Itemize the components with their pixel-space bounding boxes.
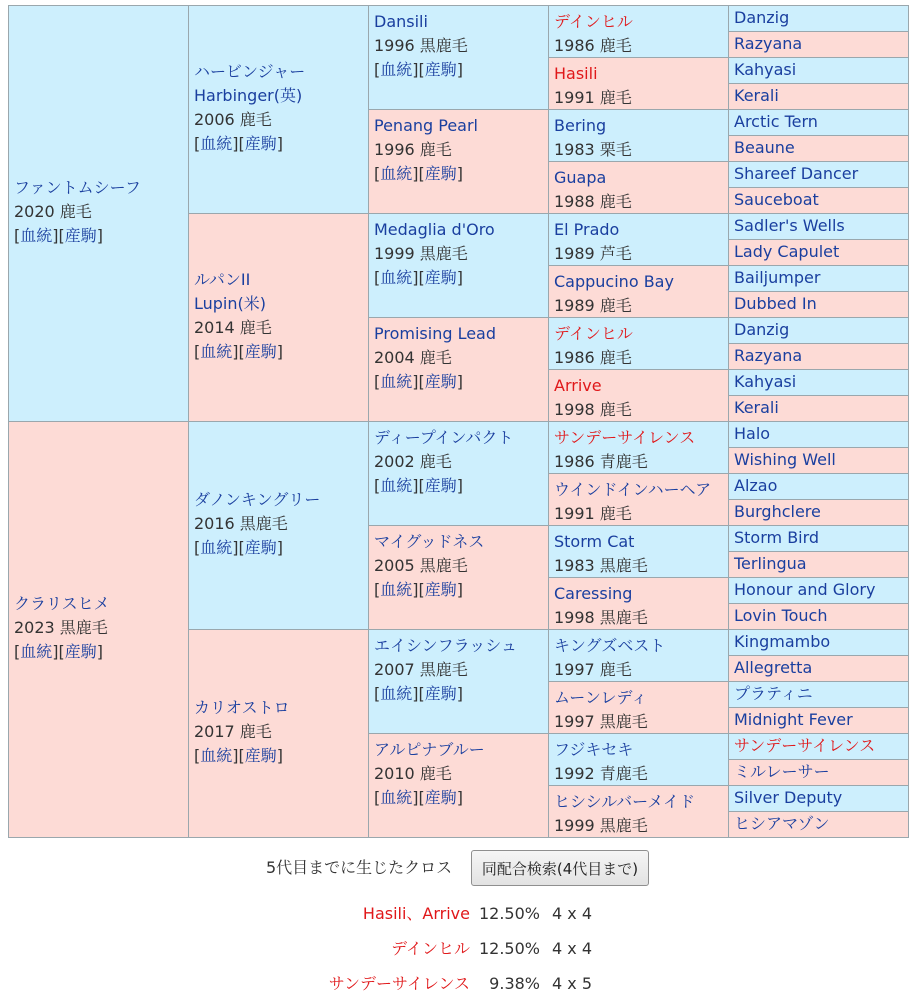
pedigree-cell-gen5 xyxy=(728,733,909,760)
horse-name-link[interactable]: ヒシシルバーメイド xyxy=(554,792,695,811)
pedigree-links xyxy=(14,224,183,248)
ketto-link[interactable]: 血統 xyxy=(380,476,413,495)
ketto-link[interactable]: 血統 xyxy=(200,537,233,557)
pedigree-cell-gen5 xyxy=(728,395,909,422)
bracket-close: ] xyxy=(412,164,419,183)
ketto-link[interactable]: 血統 xyxy=(380,60,413,79)
horse-name-link[interactable]: Sadler's Wells xyxy=(734,216,845,235)
pedigree-cell-gen4 xyxy=(548,525,729,578)
horse-name-link[interactable]: ディープインパクト xyxy=(374,428,514,447)
bracket-close: ] xyxy=(232,745,239,765)
bracket-close: ] xyxy=(456,580,464,599)
pedigree-links xyxy=(374,474,543,498)
horse-name-link[interactable]: Kingmambo xyxy=(734,632,831,651)
pedigree-links xyxy=(374,370,543,394)
horse-name-link[interactable]: Medaglia d'Oro xyxy=(374,220,495,239)
horse-birth-color: 1986 鹿毛 xyxy=(554,348,632,367)
pedigree-cell-gen5 xyxy=(728,421,909,448)
pedigree-cell-gen5 xyxy=(728,681,909,708)
ketto-link[interactable]: 血統 xyxy=(380,268,413,287)
pedigree-cell-gen5 xyxy=(728,57,909,84)
bracket-close: ] xyxy=(456,684,464,703)
ketto-link[interactable]: 血統 xyxy=(200,133,233,153)
horse-name-link[interactable]: Bering xyxy=(554,116,607,135)
horse-name-link[interactable]: キングズベスト xyxy=(554,636,666,655)
horse-name-link[interactable]: Hasili xyxy=(554,64,598,83)
ketto-link[interactable]: 血統 xyxy=(200,745,233,765)
bracket-close: ] xyxy=(412,788,419,807)
pedigree-cell-gen5 xyxy=(728,603,909,630)
sanku-link[interactable]: 産駒 xyxy=(64,641,97,661)
pedigree-cell-gen5 xyxy=(728,785,909,812)
cross-horse-link[interactable]: デインヒル xyxy=(391,939,470,958)
bracket-open: [ xyxy=(238,537,245,557)
bracket-close: ] xyxy=(456,164,464,183)
cross-percent: 9.38% xyxy=(489,974,540,993)
horse-name-link[interactable]: Lady Capulet xyxy=(734,242,840,261)
horse-birth-color: 2016 黒鹿毛 xyxy=(194,513,288,533)
pedigree-cell-gen2 xyxy=(188,629,369,838)
horse-birth-color: 1989 鹿毛 xyxy=(554,296,632,315)
horse-name-link[interactable]: デインヒル xyxy=(554,12,633,31)
horse-name-link[interactable]: Kerali xyxy=(734,398,779,417)
pedigree-cell-gen3 xyxy=(368,421,549,526)
cross-percent: 12.50% xyxy=(478,904,540,923)
horse-name-link[interactable]: Kahyasi xyxy=(734,60,797,79)
bracket-close: ] xyxy=(52,225,59,245)
pedigree-cell-gen5 xyxy=(728,655,909,682)
bracket-open: [ xyxy=(194,341,201,361)
horse-name-link[interactable]: ルパンII xyxy=(194,269,251,289)
horse-name-link[interactable]: Terlingua xyxy=(734,554,807,573)
horse-name-link[interactable]: デインヒル xyxy=(554,324,633,343)
bracket-open: [ xyxy=(238,745,245,765)
horse-name-link[interactable]: Caressing xyxy=(554,584,633,603)
bracket-close: ] xyxy=(276,745,284,765)
cross-percent: 12.50% xyxy=(478,939,540,958)
cross-row xyxy=(0,938,916,960)
bracket-open: [ xyxy=(418,580,425,599)
pedigree-cell-gen4 xyxy=(548,629,729,682)
pedigree-cell-gen5 xyxy=(728,499,909,526)
horse-birth-color: 1996 鹿毛 xyxy=(374,140,452,159)
horse-name-link[interactable]: Penang Pearl xyxy=(374,116,478,135)
horse-name-link[interactable]: ミルレーサー xyxy=(734,762,830,781)
bracket-open: [ xyxy=(374,476,381,495)
pedigree-cell-gen1 xyxy=(8,421,189,838)
pedigree-cell-gen5 xyxy=(728,239,909,266)
cross-horse-link[interactable]: Hasili、Arrive xyxy=(362,904,470,923)
horse-birth-color: 1991 鹿毛 xyxy=(554,88,632,107)
pedigree-cell-gen5 xyxy=(728,31,909,58)
bracket-open: [ xyxy=(418,372,425,391)
horse-name-link[interactable]: ハービンジャー xyxy=(194,61,306,81)
pedigree-cell-gen4 xyxy=(548,785,729,838)
ketto-link[interactable]: 血統 xyxy=(20,225,53,245)
sanku-link[interactable]: 産駒 xyxy=(424,164,457,183)
bracket-open: [ xyxy=(418,684,425,703)
bracket-open: [ xyxy=(14,641,21,661)
pedigree-cell-gen5 xyxy=(728,135,909,162)
bracket-close: ] xyxy=(456,60,464,79)
cross-generation: 4 x 4 xyxy=(552,904,592,923)
ketto-link[interactable]: 血統 xyxy=(380,164,413,183)
pedigree-table xyxy=(8,5,908,837)
bracket-open: [ xyxy=(374,580,381,599)
pedigree-cell-gen5 xyxy=(728,525,909,552)
horse-birth-color: 2004 鹿毛 xyxy=(374,348,452,367)
bracket-close: ] xyxy=(412,372,419,391)
pedigree-links xyxy=(194,132,363,156)
horse-name-link[interactable]: Storm Cat xyxy=(554,532,635,551)
horse-name-link[interactable]: Razyana xyxy=(734,346,803,365)
pedigree-cell-gen5 xyxy=(728,473,909,500)
horse-name-link[interactable]: Honour and Glory xyxy=(734,580,876,599)
bracket-open: [ xyxy=(418,268,425,287)
horse-name-link[interactable]: Allegretta xyxy=(734,658,813,677)
horse-name-link[interactable]: カリオストロ xyxy=(194,697,290,717)
horse-birth-color: 2010 鹿毛 xyxy=(374,764,452,783)
sanku-link[interactable]: 産駒 xyxy=(424,580,457,599)
horse-name-link[interactable]: Burghclere xyxy=(734,502,821,521)
horse-name-link[interactable]: ヒシアマゾン xyxy=(734,814,830,833)
horse-name-link[interactable]: マイグッドネス xyxy=(374,532,485,551)
pedigree-links xyxy=(194,340,363,364)
cross-label: 5代目までに生じたクロス xyxy=(266,858,453,877)
bracket-close: ] xyxy=(412,684,419,703)
horse-birth-color: 2017 鹿毛 xyxy=(194,721,272,741)
bracket-open: [ xyxy=(418,60,425,79)
pedigree-links xyxy=(374,786,543,810)
horse-birth-color: 1992 青鹿毛 xyxy=(554,764,648,783)
pedigree-cell-gen3 xyxy=(368,525,549,630)
pedigree-cell-gen5 xyxy=(728,109,909,136)
bracket-close: ] xyxy=(96,225,104,245)
ketto-link[interactable]: 血統 xyxy=(380,580,413,599)
horse-name-link[interactable]: Promising Lead xyxy=(374,324,497,343)
pedigree-cell-gen4 xyxy=(548,681,729,734)
pedigree-cell-gen4 xyxy=(548,733,729,786)
horse-birth-color: 1998 黒鹿毛 xyxy=(554,608,648,627)
bracket-close: ] xyxy=(456,268,464,287)
bracket-open: [ xyxy=(418,164,425,183)
cross-row xyxy=(0,903,916,925)
bracket-close: ] xyxy=(412,580,419,599)
pedigree-cell-gen5 xyxy=(728,369,909,396)
horse-name-link[interactable]: Halo xyxy=(734,424,771,443)
bracket-open: [ xyxy=(374,268,381,287)
ketto-link[interactable]: 血統 xyxy=(380,372,413,391)
pedigree-cell-gen5 xyxy=(728,265,909,292)
sanku-link[interactable]: 産駒 xyxy=(424,788,457,807)
bracket-close: ] xyxy=(232,537,239,557)
horse-name-link[interactable]: Silver Deputy xyxy=(734,788,843,807)
horse-name-link[interactable]: Kahyasi xyxy=(734,372,797,391)
horse-name-link[interactable]: Beaune xyxy=(734,138,795,157)
pedigree-cell-gen2 xyxy=(188,5,369,214)
ketto-link[interactable]: 血統 xyxy=(20,641,53,661)
horse-name-link[interactable]: アルピナブルー xyxy=(374,740,485,759)
pedigree-cell-gen2 xyxy=(188,213,369,422)
bracket-open: [ xyxy=(418,476,425,495)
bracket-open: [ xyxy=(194,133,201,153)
pedigree-cell-gen5 xyxy=(728,447,909,474)
bracket-close: ] xyxy=(412,476,419,495)
bracket-open: [ xyxy=(194,745,201,765)
pedigree-cell-gen4 xyxy=(548,577,729,630)
pedigree-cell-gen4 xyxy=(548,5,729,58)
pedigree-cell-gen5 xyxy=(728,213,909,240)
bracket-open: [ xyxy=(374,372,381,391)
horse-name-link[interactable]: ウインドインハーヘア xyxy=(554,480,712,499)
pedigree-cell-gen5 xyxy=(728,161,909,188)
pedigree-links xyxy=(374,58,543,82)
horse-birth-color: 2007 黒鹿毛 xyxy=(374,660,468,679)
bracket-close: ] xyxy=(412,268,419,287)
bracket-close: ] xyxy=(456,788,464,807)
cross-horse-link[interactable]: サンデーサイレンス xyxy=(328,974,470,993)
horse-name-link[interactable]: Dubbed In xyxy=(734,294,817,313)
bracket-close: ] xyxy=(232,133,239,153)
pedigree-cell-gen3 xyxy=(368,5,549,110)
pedigree-cell-gen4 xyxy=(548,161,729,214)
sanku-link[interactable]: 産駒 xyxy=(424,60,457,79)
horse-name-link[interactable]: クラリスヒメ xyxy=(14,593,110,613)
horse-name-link[interactable]: Shareef Dancer xyxy=(734,164,859,183)
pedigree-cell-gen5 xyxy=(728,707,909,734)
horse-birth-color: 1988 鹿毛 xyxy=(554,192,632,211)
horse-name-link[interactable]: Guapa xyxy=(554,168,607,187)
bracket-open: [ xyxy=(374,60,381,79)
horse-name-link[interactable]: Danzig xyxy=(734,8,790,27)
bracket-close: ] xyxy=(412,60,419,79)
horse-name-en-link[interactable]: Harbinger(英) xyxy=(194,85,303,105)
pedigree-cell-gen5 xyxy=(728,317,909,344)
bracket-open: [ xyxy=(14,225,21,245)
ketto-link[interactable]: 血統 xyxy=(380,788,413,807)
horse-birth-color: 1991 鹿毛 xyxy=(554,504,632,523)
sanku-link[interactable]: 産駒 xyxy=(244,133,277,153)
bracket-open: [ xyxy=(58,641,65,661)
horse-name-link[interactable]: Danzig xyxy=(734,320,790,339)
horse-name-link[interactable]: Lovin Touch xyxy=(734,606,828,625)
horse-name-link[interactable]: エイシンフラッシュ xyxy=(374,636,517,655)
bracket-close: ] xyxy=(276,133,284,153)
bracket-close: ] xyxy=(456,372,464,391)
bracket-open: [ xyxy=(374,684,381,703)
sanku-link[interactable]: 産駒 xyxy=(64,225,97,245)
pedigree-cell-gen3 xyxy=(368,629,549,734)
horse-birth-color: 2023 黒鹿毛 xyxy=(14,617,108,637)
horse-name-link[interactable]: Storm Bird xyxy=(734,528,820,547)
horse-birth-color: 1999 黒鹿毛 xyxy=(374,244,468,263)
bracket-open: [ xyxy=(238,341,245,361)
horse-birth-color: 2005 黒鹿毛 xyxy=(374,556,468,575)
bracket-close: ] xyxy=(456,476,464,495)
ketto-link[interactable]: 血統 xyxy=(380,684,413,703)
same-breeding-search-button[interactable]: 同配合検索(4代目まで) xyxy=(471,850,649,886)
bracket-close: ] xyxy=(276,537,284,557)
horse-birth-color: 2002 鹿毛 xyxy=(374,452,452,471)
horse-name-link[interactable]: サンデーサイレンス xyxy=(554,428,696,447)
cross-row xyxy=(0,973,916,995)
horse-name-link[interactable]: フジキセキ xyxy=(554,740,634,759)
pedigree-cell-gen5 xyxy=(728,83,909,110)
horse-birth-color: 1983 黒鹿毛 xyxy=(554,556,648,575)
bracket-close: ] xyxy=(276,341,284,361)
bracket-open: [ xyxy=(58,225,65,245)
horse-name-link[interactable]: Alzao xyxy=(734,476,778,495)
cross-generation: 4 x 5 xyxy=(552,974,592,993)
horse-name-link[interactable]: Midnight Fever xyxy=(734,710,853,729)
horse-birth-color: 1999 黒鹿毛 xyxy=(554,816,648,835)
cross-generation: 4 x 4 xyxy=(552,939,592,958)
pedigree-links xyxy=(194,744,363,768)
sanku-link[interactable]: 産駒 xyxy=(244,341,277,361)
bracket-open: [ xyxy=(374,788,381,807)
horse-birth-color: 1989 芦毛 xyxy=(554,244,632,263)
pedigree-links xyxy=(374,162,543,186)
pedigree-cell-gen5 xyxy=(728,551,909,578)
bracket-open: [ xyxy=(374,164,381,183)
horse-name-link[interactable]: Arctic Tern xyxy=(734,112,818,131)
pedigree-links xyxy=(14,640,183,664)
pedigree-cell-gen4 xyxy=(548,57,729,110)
sanku-link[interactable]: 産駒 xyxy=(424,476,457,495)
pedigree-cell-gen5 xyxy=(728,811,909,838)
horse-name-link[interactable]: ムーンレディ xyxy=(554,688,648,707)
horse-name-link[interactable]: Razyana xyxy=(734,34,803,53)
horse-name-en-link[interactable]: Lupin(米) xyxy=(194,293,267,313)
horse-name-link[interactable]: Arrive xyxy=(554,376,602,395)
pedigree-cell-gen2 xyxy=(188,421,369,630)
pedigree-links xyxy=(194,536,363,560)
horse-name-link[interactable]: Sauceboat xyxy=(734,190,819,209)
horse-name-link[interactable]: El Prado xyxy=(554,220,620,239)
cross-section xyxy=(0,848,916,993)
horse-birth-color: 1983 栗毛 xyxy=(554,140,632,159)
pedigree-cell-gen4 xyxy=(548,265,729,318)
pedigree-cell-gen3 xyxy=(368,317,549,422)
horse-name-link[interactable]: ファントムシーフ xyxy=(14,177,141,197)
pedigree-cell-gen5 xyxy=(728,629,909,656)
horse-name-link[interactable]: ダノンキングリー xyxy=(194,489,321,509)
bracket-open: [ xyxy=(194,537,201,557)
pedigree-cell-gen4 xyxy=(548,109,729,162)
horse-birth-color: 2014 鹿毛 xyxy=(194,317,272,337)
pedigree-cell-gen4 xyxy=(548,421,729,474)
pedigree-links xyxy=(374,578,543,602)
pedigree-cell-gen4 xyxy=(548,213,729,266)
pedigree-cell-gen4 xyxy=(548,473,729,526)
pedigree-cell-gen5 xyxy=(728,343,909,370)
horse-birth-color: 1986 鹿毛 xyxy=(554,36,632,55)
horse-birth-color: 1996 黒鹿毛 xyxy=(374,36,468,55)
pedigree-cell-gen3 xyxy=(368,733,549,838)
horse-name-link[interactable]: サンデーサイレンス xyxy=(734,736,876,755)
horse-name-link[interactable]: Cappucino Bay xyxy=(554,272,674,291)
bracket-open: [ xyxy=(238,133,245,153)
pedigree-cell-gen5 xyxy=(728,577,909,604)
horse-birth-color: 1986 青鹿毛 xyxy=(554,452,648,471)
pedigree-cell-gen1 xyxy=(8,5,189,422)
ketto-link[interactable]: 血統 xyxy=(200,341,233,361)
sanku-link[interactable]: 産駒 xyxy=(424,268,457,287)
pedigree-links xyxy=(374,682,543,706)
pedigree-cell-gen5 xyxy=(728,187,909,214)
horse-name-link[interactable]: Kerali xyxy=(734,86,779,105)
horse-birth-color: 1997 黒鹿毛 xyxy=(554,712,648,731)
horse-name-link[interactable]: Bailjumper xyxy=(734,268,821,287)
pedigree-cell-gen5 xyxy=(728,291,909,318)
horse-birth-color: 1997 鹿毛 xyxy=(554,660,632,679)
horse-birth-color: 1998 鹿毛 xyxy=(554,400,632,419)
sanku-link[interactable]: 産駒 xyxy=(244,745,277,765)
bracket-close: ] xyxy=(232,341,239,361)
sanku-link[interactable]: 産駒 xyxy=(424,372,457,391)
pedigree-cell-gen5 xyxy=(728,759,909,786)
bracket-open: [ xyxy=(418,788,425,807)
pedigree-cell-gen4 xyxy=(548,317,729,370)
horse-birth-color: 2006 鹿毛 xyxy=(194,109,272,129)
bracket-close: ] xyxy=(96,641,104,661)
horse-birth-color: 2020 鹿毛 xyxy=(14,201,92,221)
pedigree-cell-gen3 xyxy=(368,213,549,318)
horse-name-link[interactable]: プラティニ xyxy=(734,684,813,703)
horse-name-link[interactable]: Dansili xyxy=(374,12,428,31)
bracket-close: ] xyxy=(52,641,59,661)
pedigree-links xyxy=(374,266,543,290)
pedigree-cell-gen4 xyxy=(548,369,729,422)
pedigree-cell-gen5 xyxy=(728,5,909,32)
sanku-link[interactable]: 産駒 xyxy=(244,537,277,557)
horse-name-link[interactable]: Wishing Well xyxy=(734,450,836,469)
pedigree-cell-gen3 xyxy=(368,109,549,214)
sanku-link[interactable]: 産駒 xyxy=(424,684,457,703)
